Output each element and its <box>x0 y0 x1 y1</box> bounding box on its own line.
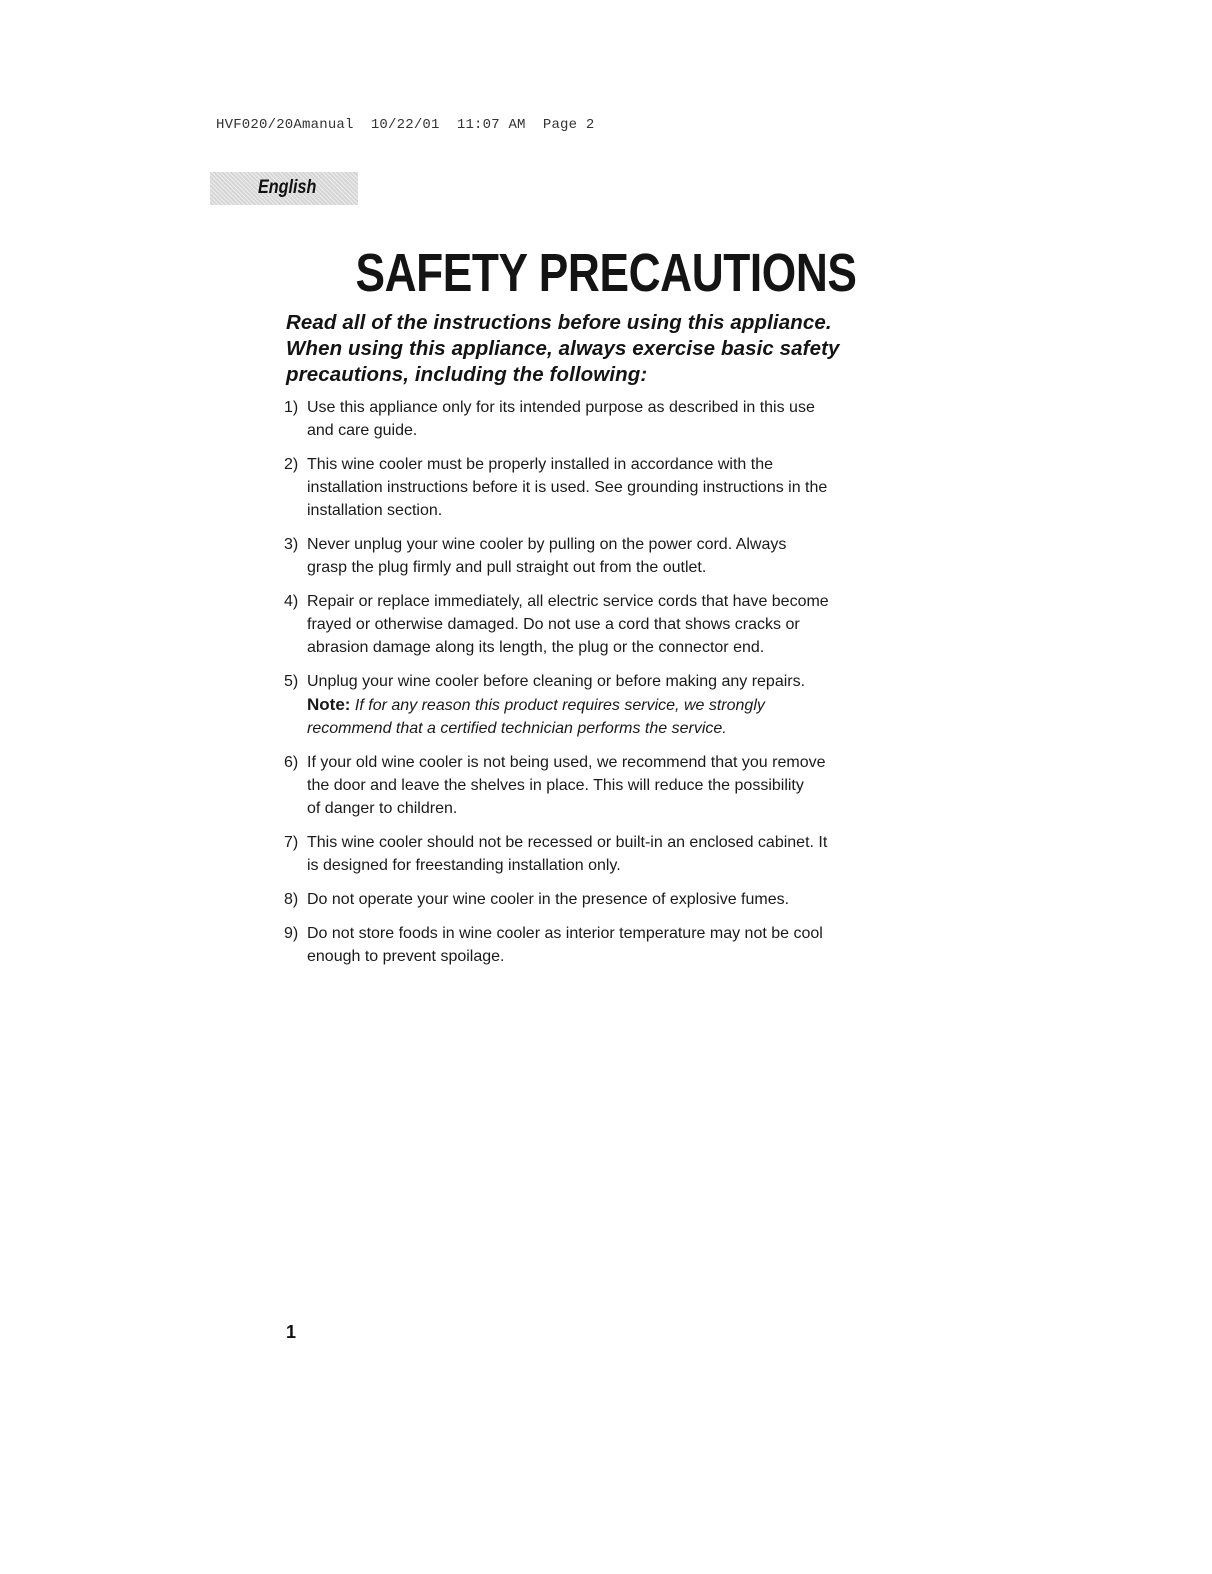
note-text: recommend that a certified technician performs the service. <box>307 720 727 737</box>
item-number: 9) <box>284 925 299 942</box>
item-number: 1) <box>284 399 299 416</box>
item-text: Unplug your wine cooler before cleaning or before making any repairs. <box>307 673 806 690</box>
intro-line: Read all of the instructions before using this appliance. <box>286 311 832 334</box>
note-text: If for any reason this product requires service, we strongly <box>354 697 765 714</box>
item-number: 5) <box>284 673 299 690</box>
item-text: This wine cooler must be properly installed in accordance with the <box>307 456 774 473</box>
note-line <box>307 693 924 717</box>
item-text: grasp the plug firmly and pull straight out from the outlet. <box>307 559 707 576</box>
item-text: installation instructions before it is used. See grounding instructions in the <box>307 479 828 496</box>
item-text: enough to prevent spoilage. <box>307 948 505 965</box>
item-text: Do not store foods in wine cooler as interior temperature may not be cool <box>307 925 823 942</box>
item-number: 2) <box>284 456 299 473</box>
intro-text <box>286 310 986 388</box>
item-text: This wine cooler should not be recessed or built-in an enclosed cabinet. It <box>307 834 828 851</box>
item-text: and care guide. <box>307 422 418 439</box>
item-text: Do not operate your wine cooler in the presence of explosive fumes. <box>307 891 790 908</box>
item-text: Use this appliance only for its intended purpose as described in this use <box>307 399 815 416</box>
precaution-item <box>284 533 924 579</box>
language-tab <box>210 172 358 205</box>
item-number: 6) <box>284 754 299 771</box>
precaution-item <box>284 888 924 911</box>
item-text: abrasion damage along its length, the plug or the connector end. <box>307 639 765 656</box>
item-text: Repair or replace immediately, all electric service cords that have become <box>307 593 829 610</box>
precaution-item <box>284 751 924 820</box>
item-text: installation section. <box>307 502 443 519</box>
note-label: Note: <box>307 695 351 714</box>
precaution-item <box>284 670 924 740</box>
item-text: the door and leave the shelves in place. This will reduce the possibility <box>307 777 804 794</box>
print-slug: HVF020/20Amanual 10/22/01 11:07 AM Page 2 <box>216 117 595 133</box>
item-text: If your old wine cooler is not being used, we recommend that you remove <box>307 754 826 771</box>
precaution-item <box>284 590 924 659</box>
page-number: 1 <box>286 1322 297 1342</box>
language-tab-label: English <box>258 177 317 198</box>
page-title: SAFETY PRECAUTIONS <box>355 243 857 303</box>
precaution-item <box>284 922 924 968</box>
precaution-item <box>284 831 924 877</box>
item-text: is designed for freestanding installation only. <box>307 857 621 874</box>
item-text: of danger to children. <box>307 800 458 817</box>
precautions-list <box>284 396 924 979</box>
intro-line: When using this appliance, always exercise basic safety <box>286 337 840 360</box>
item-number: 8) <box>284 891 299 908</box>
item-text: Never unplug your wine cooler by pulling on the power cord. Always <box>307 536 787 553</box>
precaution-item <box>284 396 924 442</box>
precaution-item <box>284 453 924 522</box>
intro-line: precautions, including the following: <box>286 363 648 386</box>
item-number: 3) <box>284 536 299 553</box>
item-number: 4) <box>284 593 299 610</box>
item-number: 7) <box>284 834 299 851</box>
item-text: frayed or otherwise damaged. Do not use a cord that shows cracks or <box>307 616 800 633</box>
